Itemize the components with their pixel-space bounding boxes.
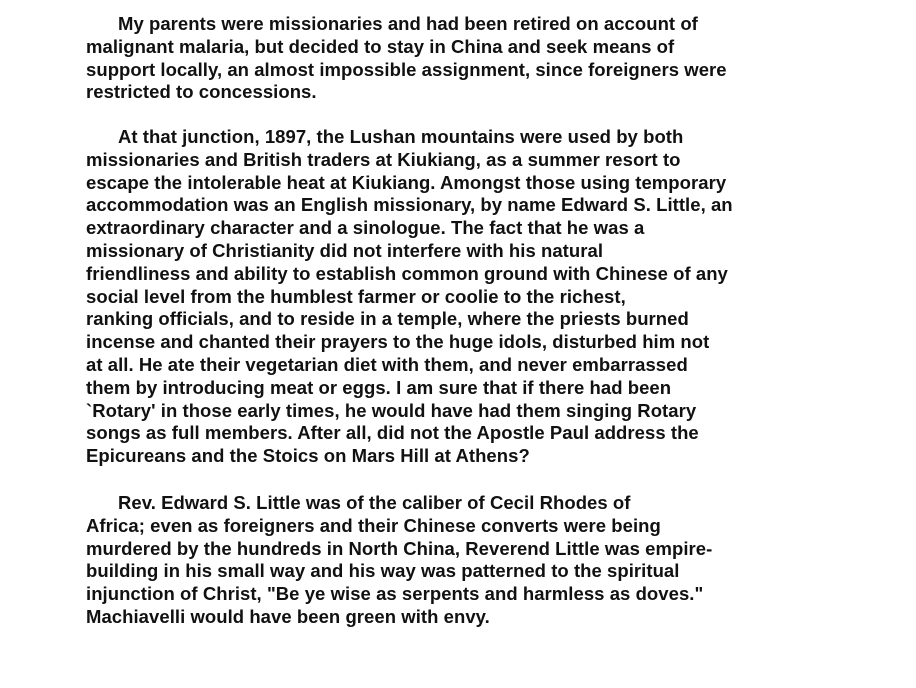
paragraph-rev-edward-little: [86, 492, 866, 629]
paragraph-line: ranking officials, and to reside in a temple, where the priests burned: [86, 308, 689, 330]
paragraph-line: murdered by the hundreds in North China, Reverend Little was empire-: [86, 537, 713, 559]
paragraph-line: escape the intolerable heat at Kiukiang. Amongst those using temporary: [86, 171, 727, 193]
paragraph-line: accommodation was an English missionary, by name Edward S. Little, an: [86, 194, 733, 216]
paragraph-line: social level from the humblest farmer or coolie to the richest,: [86, 285, 626, 307]
paragraph-lushan-mountains: [86, 126, 866, 468]
paragraph-parents-missionaries: [86, 13, 866, 104]
paragraph-line: injunction of Christ, "Be ye wise as serpents and harmless as doves.": [86, 583, 704, 605]
paragraph-line: incense and chanted their prayers to the huge idols, disturbed him not: [86, 331, 710, 353]
paragraph-line: Machiavelli would have been green with envy.: [86, 605, 490, 627]
paragraph-line: Rev. Edward S. Little was of the caliber of Cecil Rhodes of: [118, 492, 631, 513]
paragraph-line: songs as full members. After all, did not the Apostle Paul address the: [86, 422, 699, 444]
paragraph-line: missionaries and British traders at Kiukiang, as a summer resort to: [86, 148, 681, 170]
paragraph-line: restricted to concessions.: [86, 81, 317, 103]
paragraph-line: At that junction, 1897, the Lushan mountains were used by both: [118, 126, 684, 147]
paragraph-line: Epicureans and the Stoics on Mars Hill at Athens?: [86, 445, 530, 467]
paragraph-line: building in his small way and his way was patterned to the spiritual: [86, 560, 680, 582]
paragraph-line: support locally, an almost impossible assignment, since foreigners were: [86, 58, 727, 80]
paragraph-line: malignant malaria, but decided to stay in China and seek means of: [86, 35, 675, 57]
paragraph-line: My parents were missionaries and had been retired on account of: [118, 13, 698, 34]
paragraph-line: Africa; even as foreigners and their Chinese converts were being: [86, 514, 661, 536]
paragraph-line: at all. He ate their vegetarian diet with them, and never embarrassed: [86, 353, 688, 375]
paragraph-line: `Rotary' in those early times, he would have had them singing Rotary: [86, 399, 697, 421]
paragraph-line: extraordinary character and a sinologue. The fact that he was a: [86, 217, 645, 239]
paragraph-line: missionary of Christianity did not interfere with his natural: [86, 239, 604, 261]
paragraph-line: friendliness and ability to establish common ground with Chinese of any: [86, 262, 728, 284]
paragraph-line: them by introducing meat or eggs. I am sure that if there had been: [86, 376, 672, 398]
